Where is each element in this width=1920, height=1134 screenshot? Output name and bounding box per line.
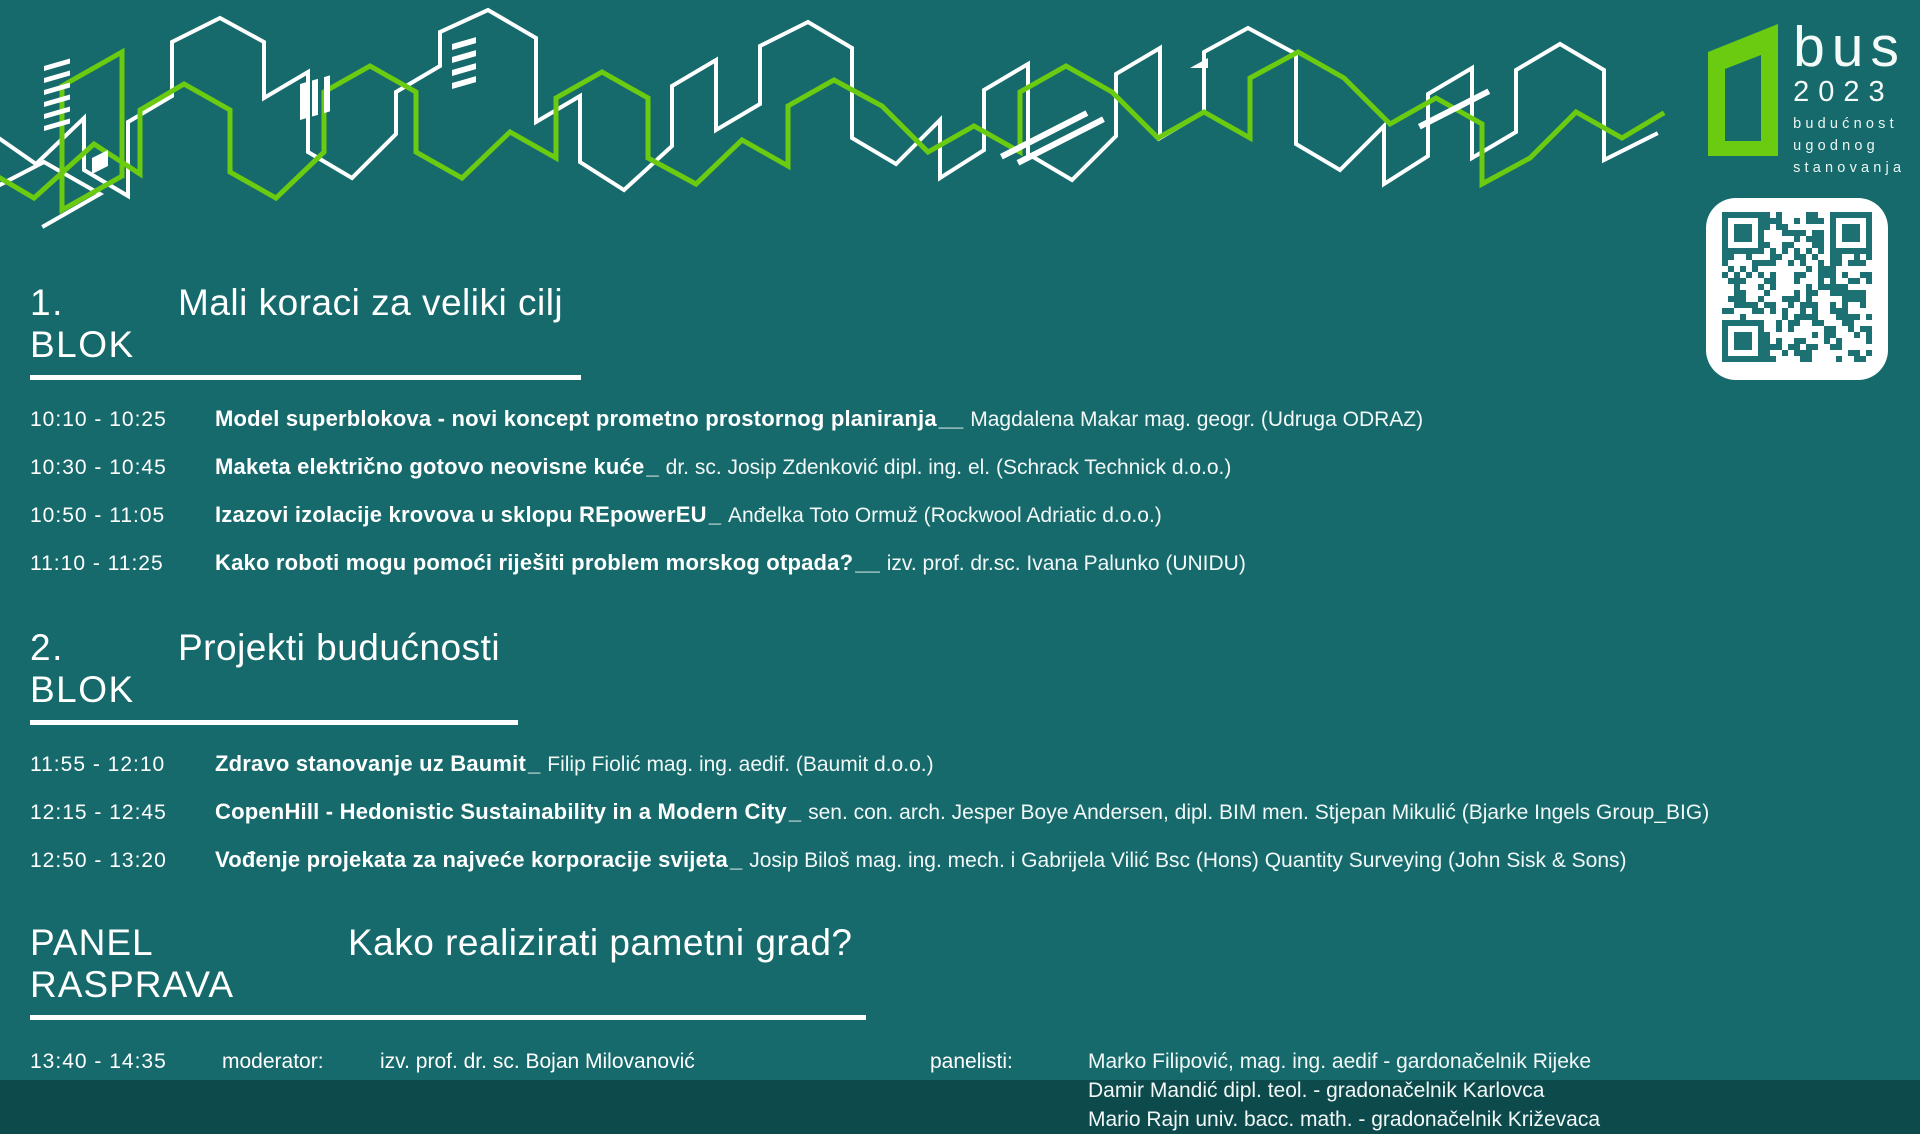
panelists-label: panelisti:	[930, 1050, 1013, 1073]
logo-year: 2023	[1793, 75, 1894, 108]
block-rows	[30, 395, 1900, 587]
schedule-row	[30, 740, 1900, 788]
title-speaker-separator: _	[646, 454, 659, 479]
block-label: 1. BLOK	[30, 282, 135, 365]
block-header	[30, 282, 581, 380]
session-time: 10:10 - 10:25	[30, 408, 167, 431]
block-label: 2. BLOK	[30, 627, 135, 710]
session-time: 11:55 - 12:10	[30, 753, 166, 776]
title-speaker-separator: _	[729, 847, 743, 872]
panel-label: PANEL RASPRAVA	[30, 922, 235, 1005]
panel-section	[30, 922, 1900, 1134]
session-title: Model superblokova - novi koncept prometno prostornog planiranja	[215, 406, 937, 431]
schedule-content	[30, 282, 1900, 1134]
logo-tagline-line: stanovanja	[1793, 159, 1906, 176]
panelist-item: Damir Mandić dipl. teol. - gradonačelnik Karlovca	[1088, 1079, 1545, 1102]
block-title: Projekti budućnosti	[178, 627, 501, 668]
schedule-blocks	[30, 282, 1900, 884]
schedule-row	[30, 443, 1900, 491]
session-time: 10:30 - 10:45	[30, 456, 167, 479]
panel-title: Kako realizirati pametni grad?	[348, 922, 853, 963]
session-time: 12:50 - 13:20	[30, 849, 167, 872]
event-logo	[1708, 15, 1906, 179]
schedule-row	[30, 395, 1900, 443]
session-time: 10:50 - 11:05	[30, 504, 166, 527]
logo-tagline-line: ugodnog	[1793, 137, 1879, 154]
session-speaker: Anđelka Toto Ormuž (Rockwool Adriatic d.o.o.)	[727, 504, 1162, 527]
session-speaker: Magdalena Makar mag. geogr. (Udruga ODRAZ)	[970, 408, 1424, 431]
session-speaker: sen. con. arch. Jesper Boye Andersen, dipl. BIM men. Stjepan Mikulić (Bjarke Ingels Group_BIG)	[808, 801, 1710, 824]
session-title: Kako roboti mogu pomoći riješiti problem morskog otpada?	[215, 550, 854, 575]
session-speaker: Josip Biloš mag. ing. mech. i Gabrijela Vilić Bsc (Hons) Quantity Surveying (John Sisk & Sons)	[749, 849, 1627, 872]
schedule-row	[30, 539, 1900, 587]
session-time: 12:15 - 12:45	[30, 801, 167, 824]
panelists-list	[1088, 1047, 1600, 1134]
moderator-name: izv. prof. dr. sc. Bojan Milovanović	[380, 1050, 695, 1073]
panel-row	[30, 1047, 1900, 1134]
session-title: Zdravo stanovanje uz Baumit	[215, 751, 527, 776]
session-title: Maketa električno gotovo neovisne kuće	[215, 454, 645, 479]
logo-house-icon	[1708, 24, 1778, 156]
panelist-item: Marko Filipović, mag. ing. aedif - gardonačelnik Rijeke	[1088, 1050, 1592, 1073]
moderator-label: moderator:	[222, 1050, 324, 1073]
panel-header	[30, 922, 866, 1020]
block-rows	[30, 740, 1900, 884]
skyline-decoration	[0, 4, 1660, 204]
block-header	[30, 627, 518, 725]
session-title: Vođenje projekata za najveće korporacije svijeta	[215, 847, 728, 872]
title-speaker-separator: __	[855, 550, 880, 575]
session-speaker: Filip Fiolić mag. ing. aedif. (Baumit d.o.o.)	[547, 753, 934, 776]
session-speaker: dr. sc. Josip Zdenković dipl. ing. el. (Schrack Technick d.o.o.)	[665, 456, 1232, 479]
logo-tagline-line: budućnost	[1793, 116, 1898, 133]
session-speaker: izv. prof. dr.sc. Ivana Palunko (UNIDU)	[886, 552, 1246, 575]
session-time: 11:10 - 11:25	[30, 552, 164, 575]
schedule-block	[30, 627, 1900, 884]
schedule-block	[30, 282, 1900, 587]
logo-title: bus	[1793, 15, 1906, 79]
session-title: Izazovi izolacije krovova u sklopu REpowerEU	[215, 502, 707, 527]
title-speaker-separator: __	[938, 406, 964, 431]
schedule-row	[30, 491, 1900, 539]
session-title: CopenHill - Hedonistic Sustainability in a Modern City	[215, 799, 787, 824]
schedule-row	[30, 788, 1900, 836]
block-title: Mali koraci za veliki cilj	[178, 282, 564, 323]
title-speaker-separator: _	[788, 799, 802, 824]
title-speaker-separator: _	[708, 502, 721, 527]
panel-time: 13:40 - 14:35	[30, 1050, 167, 1073]
schedule-row	[30, 836, 1900, 884]
title-speaker-separator: _	[528, 751, 541, 776]
panelist-item: Mario Rajn univ. bacc. math. - gradonačelnik Križevaca	[1088, 1108, 1601, 1131]
